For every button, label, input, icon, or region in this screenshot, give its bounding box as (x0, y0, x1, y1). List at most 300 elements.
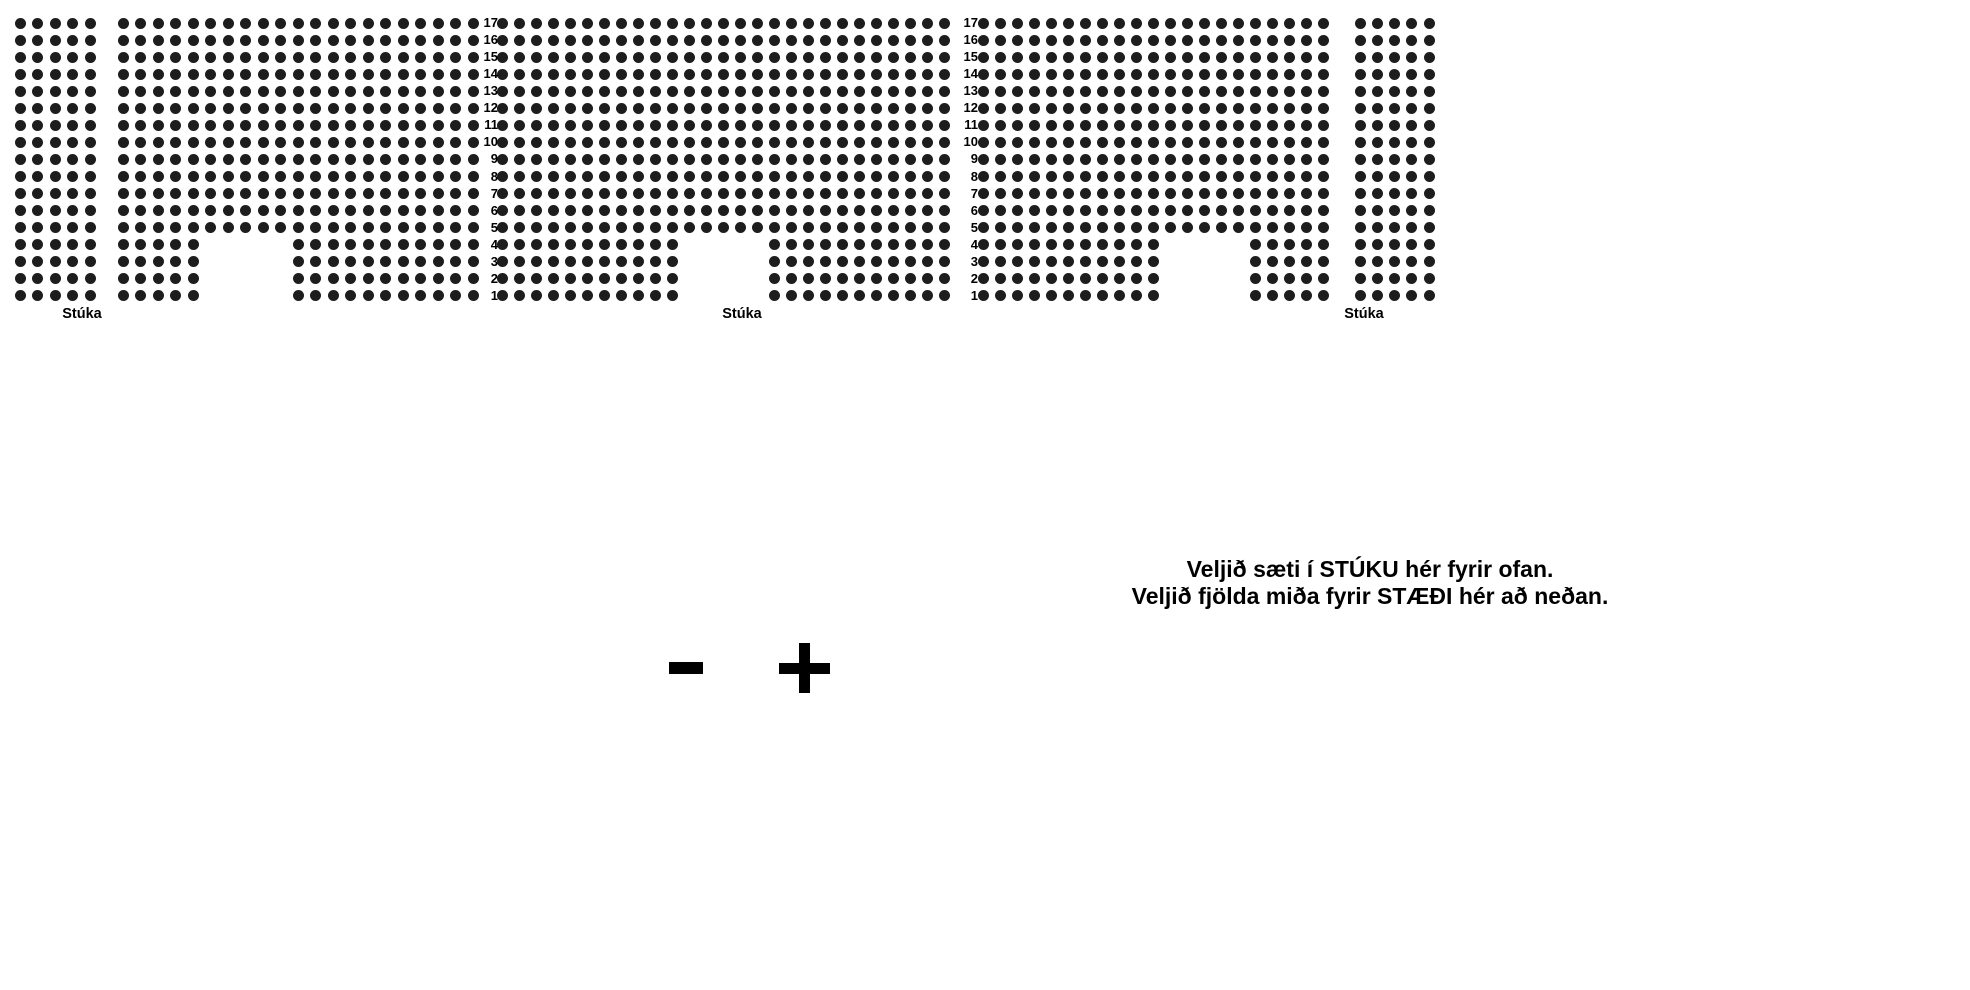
seat-dot[interactable] (328, 86, 339, 97)
seat-dot[interactable] (50, 18, 61, 29)
seat-dot[interactable] (548, 239, 559, 250)
seat-dot[interactable] (135, 137, 146, 148)
seat-dot[interactable] (633, 171, 644, 182)
seat-dot[interactable] (803, 222, 814, 233)
seat-dot[interactable] (1080, 154, 1091, 165)
seat-dot[interactable] (275, 171, 286, 182)
seat-dot[interactable] (1372, 120, 1383, 131)
seat-dot[interactable] (718, 188, 729, 199)
seat-dot[interactable] (433, 188, 444, 199)
seat-dot[interactable] (752, 35, 763, 46)
seat-dot[interactable] (684, 171, 695, 182)
seat-dot[interactable] (328, 69, 339, 80)
seat-dot[interactable] (939, 290, 950, 301)
seat-dot[interactable] (1097, 205, 1108, 216)
seat-dot[interactable] (1355, 256, 1366, 267)
seat-dot[interactable] (995, 239, 1006, 250)
seat-dot[interactable] (667, 35, 678, 46)
seat-dot[interactable] (363, 120, 374, 131)
seat-dot[interactable] (1046, 239, 1057, 250)
seat-dot[interactable] (1267, 239, 1278, 250)
seat-dot[interactable] (170, 222, 181, 233)
seat-dot[interactable] (497, 222, 508, 233)
seat-dot[interactable] (1080, 120, 1091, 131)
seat-dot[interactable] (1250, 120, 1261, 131)
seat-dot[interactable] (684, 137, 695, 148)
seat-dot[interactable] (363, 86, 374, 97)
seat-dot[interactable] (328, 120, 339, 131)
seat-dot[interactable] (565, 222, 576, 233)
seat-dot[interactable] (293, 137, 304, 148)
seat-dot[interactable] (293, 188, 304, 199)
seat-dot[interactable] (854, 171, 865, 182)
seat-dot[interactable] (275, 35, 286, 46)
seat-dot[interactable] (803, 154, 814, 165)
seat-dot[interactable] (1424, 18, 1435, 29)
seat-dot[interactable] (1114, 18, 1125, 29)
seat-dot[interactable] (1267, 52, 1278, 63)
seat-dot[interactable] (1131, 103, 1142, 114)
seat-dot[interactable] (1199, 188, 1210, 199)
seat-dot[interactable] (1080, 52, 1091, 63)
seat-dot[interactable] (258, 86, 269, 97)
seat-dot[interactable] (978, 52, 989, 63)
seat-dot[interactable] (310, 52, 321, 63)
seat-dot[interactable] (633, 18, 644, 29)
seat-dot[interactable] (398, 35, 409, 46)
seat-dot[interactable] (1063, 171, 1074, 182)
seat-dot[interactable] (240, 18, 251, 29)
seat-dot[interactable] (633, 273, 644, 284)
seat-dot[interactable] (514, 52, 525, 63)
seat-dot[interactable] (50, 69, 61, 80)
seat-dot[interactable] (1097, 273, 1108, 284)
seat-dot[interactable] (310, 86, 321, 97)
seat-dot[interactable] (871, 86, 882, 97)
seat-dot[interactable] (1301, 171, 1312, 182)
seat-dot[interactable] (1063, 188, 1074, 199)
seat-dot[interactable] (735, 222, 746, 233)
seat-dot[interactable] (1148, 35, 1159, 46)
seat-dot[interactable] (939, 120, 950, 131)
seat-dot[interactable] (363, 154, 374, 165)
seat-dot[interactable] (582, 205, 593, 216)
seat-dot[interactable] (275, 154, 286, 165)
seat-dot[interactable] (531, 137, 542, 148)
seat-dot[interactable] (1389, 239, 1400, 250)
seat-dot[interactable] (995, 86, 1006, 97)
seat-dot[interactable] (450, 86, 461, 97)
seat-dot[interactable] (1284, 171, 1295, 182)
seat-dot[interactable] (398, 86, 409, 97)
seat-dot[interactable] (1131, 205, 1142, 216)
seat-dot[interactable] (118, 222, 129, 233)
seat-dot[interactable] (1131, 52, 1142, 63)
seat-dot[interactable] (599, 154, 610, 165)
seat-dot[interactable] (205, 205, 216, 216)
seat-dot[interactable] (888, 256, 899, 267)
seat-dot[interactable] (599, 52, 610, 63)
seat-dot[interactable] (1301, 120, 1312, 131)
seat-dot[interactable] (582, 137, 593, 148)
seat-dot[interactable] (1114, 239, 1125, 250)
seat-dot[interactable] (735, 103, 746, 114)
seat-dot[interactable] (15, 256, 26, 267)
seat-dot[interactable] (188, 86, 199, 97)
seat-dot[interactable] (1284, 103, 1295, 114)
seat-dot[interactable] (1301, 205, 1312, 216)
seat-dot[interactable] (1148, 205, 1159, 216)
seat-dot[interactable] (85, 256, 96, 267)
seat-dot[interactable] (328, 154, 339, 165)
seat-dot[interactable] (1029, 120, 1040, 131)
seat-dot[interactable] (995, 69, 1006, 80)
seat-dot[interactable] (1029, 273, 1040, 284)
seat-dot[interactable] (922, 35, 933, 46)
seat-dot[interactable] (1424, 205, 1435, 216)
seat-dot[interactable] (135, 222, 146, 233)
seat-dot[interactable] (803, 256, 814, 267)
seat-dot[interactable] (328, 137, 339, 148)
seat-dot[interactable] (1046, 103, 1057, 114)
seat-dot[interactable] (769, 239, 780, 250)
seat-dot[interactable] (820, 222, 831, 233)
seat-dot[interactable] (514, 239, 525, 250)
seat-dot[interactable] (995, 273, 1006, 284)
seat-dot[interactable] (293, 256, 304, 267)
seat-dot[interactable] (1080, 290, 1091, 301)
seat-dot[interactable] (905, 222, 916, 233)
seat-dot[interactable] (1131, 69, 1142, 80)
seat-dot[interactable] (1406, 154, 1417, 165)
seat-dot[interactable] (565, 256, 576, 267)
seat-dot[interactable] (531, 171, 542, 182)
seat-dot[interactable] (565, 137, 576, 148)
seat-dot[interactable] (1267, 273, 1278, 284)
seat-dot[interactable] (1080, 171, 1091, 182)
seat-dot[interactable] (514, 35, 525, 46)
seat-dot[interactable] (1389, 205, 1400, 216)
seat-dot[interactable] (32, 86, 43, 97)
seat-dot[interactable] (1372, 35, 1383, 46)
seat-dot[interactable] (1046, 154, 1057, 165)
seat-dot[interactable] (803, 69, 814, 80)
seat-dot[interactable] (616, 222, 627, 233)
seat-dot[interactable] (565, 18, 576, 29)
seat-dot[interactable] (1131, 154, 1142, 165)
seat-dot[interactable] (380, 86, 391, 97)
seat-dot[interactable] (363, 205, 374, 216)
seat-dot[interactable] (752, 154, 763, 165)
seat-dot[interactable] (1148, 154, 1159, 165)
seat-dot[interactable] (293, 86, 304, 97)
seat-dot[interactable] (854, 120, 865, 131)
seat-dot[interactable] (67, 69, 78, 80)
seat-dot[interactable] (905, 103, 916, 114)
seat-dot[interactable] (582, 273, 593, 284)
seat-dot[interactable] (328, 290, 339, 301)
seat-dot[interactable] (345, 137, 356, 148)
seat-dot[interactable] (1216, 120, 1227, 131)
seat-dot[interactable] (497, 256, 508, 267)
seat-dot[interactable] (1267, 137, 1278, 148)
seat-dot[interactable] (205, 52, 216, 63)
seat-dot[interactable] (32, 239, 43, 250)
seat-dot[interactable] (1233, 35, 1244, 46)
seat-dot[interactable] (871, 205, 882, 216)
seat-dot[interactable] (1097, 103, 1108, 114)
seat-dot[interactable] (415, 103, 426, 114)
seat-dot[interactable] (978, 171, 989, 182)
seat-dot[interactable] (752, 120, 763, 131)
seat-dot[interactable] (1046, 137, 1057, 148)
seat-dot[interactable] (650, 154, 661, 165)
seat-dot[interactable] (1406, 222, 1417, 233)
seat-dot[interactable] (32, 222, 43, 233)
seat-dot[interactable] (153, 35, 164, 46)
seat-dot[interactable] (978, 256, 989, 267)
seat-dot[interactable] (1250, 154, 1261, 165)
seat-dot[interactable] (258, 103, 269, 114)
seat-dot[interactable] (170, 52, 181, 63)
seat-dot[interactable] (1284, 18, 1295, 29)
seat-dot[interactable] (363, 222, 374, 233)
seat-dot[interactable] (769, 103, 780, 114)
seat-dot[interactable] (1318, 205, 1329, 216)
seat-dot[interactable] (50, 137, 61, 148)
seat-dot[interactable] (497, 273, 508, 284)
seat-dot[interactable] (1131, 222, 1142, 233)
seat-dot[interactable] (205, 137, 216, 148)
seat-dot[interactable] (258, 18, 269, 29)
seat-dot[interactable] (854, 290, 865, 301)
seat-dot[interactable] (1267, 205, 1278, 216)
seat-dot[interactable] (188, 137, 199, 148)
seat-dot[interactable] (1233, 205, 1244, 216)
seat-dot[interactable] (1029, 18, 1040, 29)
seat-dot[interactable] (633, 35, 644, 46)
seat-dot[interactable] (433, 86, 444, 97)
seat-dot[interactable] (1424, 256, 1435, 267)
seat-dot[interactable] (85, 86, 96, 97)
seat-dot[interactable] (85, 137, 96, 148)
seat-dot[interactable] (1148, 239, 1159, 250)
seat-dot[interactable] (1012, 103, 1023, 114)
seat-dot[interactable] (1148, 256, 1159, 267)
seat-dot[interactable] (310, 239, 321, 250)
seat-dot[interactable] (398, 52, 409, 63)
seat-dot[interactable] (1355, 188, 1366, 199)
seat-dot[interactable] (995, 222, 1006, 233)
seat-dot[interactable] (1424, 120, 1435, 131)
seat-dot[interactable] (803, 171, 814, 182)
seat-dot[interactable] (67, 188, 78, 199)
seat-dot[interactable] (240, 69, 251, 80)
seat-dot[interactable] (1097, 256, 1108, 267)
seat-dot[interactable] (380, 188, 391, 199)
seat-dot[interactable] (854, 239, 865, 250)
seat-dot[interactable] (497, 35, 508, 46)
seat-dot[interactable] (531, 205, 542, 216)
seat-dot[interactable] (616, 18, 627, 29)
seat-dot[interactable] (752, 222, 763, 233)
seat-dot[interactable] (205, 69, 216, 80)
seat-dot[interactable] (837, 137, 848, 148)
seat-dot[interactable] (667, 188, 678, 199)
seat-dot[interactable] (450, 205, 461, 216)
seat-dot[interactable] (153, 205, 164, 216)
seat-dot[interactable] (820, 137, 831, 148)
seat-dot[interactable] (50, 222, 61, 233)
seat-dot[interactable] (1165, 69, 1176, 80)
seat-dot[interactable] (240, 205, 251, 216)
seat-dot[interactable] (188, 205, 199, 216)
seat-dot[interactable] (905, 137, 916, 148)
seat-dot[interactable] (565, 120, 576, 131)
seat-dot[interactable] (188, 18, 199, 29)
seat-dot[interactable] (922, 154, 933, 165)
seat-dot[interactable] (345, 154, 356, 165)
seat-dot[interactable] (1114, 52, 1125, 63)
seat-dot[interactable] (310, 273, 321, 284)
seat-dot[interactable] (939, 35, 950, 46)
seat-dot[interactable] (1355, 35, 1366, 46)
seat-dot[interactable] (1080, 103, 1091, 114)
seat-dot[interactable] (1216, 69, 1227, 80)
seat-dot[interactable] (735, 18, 746, 29)
seat-dot[interactable] (398, 273, 409, 284)
seat-dot[interactable] (1318, 256, 1329, 267)
seat-dot[interactable] (888, 188, 899, 199)
seat-dot[interactable] (275, 188, 286, 199)
seat-dot[interactable] (135, 120, 146, 131)
seat-dot[interactable] (223, 52, 234, 63)
seat-dot[interactable] (328, 18, 339, 29)
seat-dot[interactable] (1046, 86, 1057, 97)
seat-dot[interactable] (803, 35, 814, 46)
seat-dot[interactable] (67, 103, 78, 114)
seat-dot[interactable] (548, 86, 559, 97)
seat-dot[interactable] (153, 18, 164, 29)
seat-dot[interactable] (616, 69, 627, 80)
seat-dot[interactable] (50, 171, 61, 182)
seat-dot[interactable] (565, 273, 576, 284)
seat-dot[interactable] (1355, 137, 1366, 148)
seat-dot[interactable] (650, 69, 661, 80)
seat-dot[interactable] (514, 171, 525, 182)
seat-dot[interactable] (32, 256, 43, 267)
seat-dot[interactable] (837, 256, 848, 267)
seat-dot[interactable] (650, 273, 661, 284)
seat-dot[interactable] (769, 120, 780, 131)
seat-dot[interactable] (871, 18, 882, 29)
seat-dot[interactable] (871, 290, 882, 301)
seat-dot[interactable] (1355, 52, 1366, 63)
seat-dot[interactable] (1148, 52, 1159, 63)
seat-dot[interactable] (650, 205, 661, 216)
seat-dot[interactable] (769, 86, 780, 97)
seat-dot[interactable] (1063, 69, 1074, 80)
seat-dot[interactable] (514, 69, 525, 80)
seat-dot[interactable] (223, 18, 234, 29)
seat-dot[interactable] (1114, 273, 1125, 284)
seat-dot[interactable] (1216, 35, 1227, 46)
seat-dot[interactable] (978, 120, 989, 131)
seat-dot[interactable] (837, 120, 848, 131)
seat-dot[interactable] (616, 154, 627, 165)
seat-dot[interactable] (837, 188, 848, 199)
seat-dot[interactable] (118, 205, 129, 216)
seat-dot[interactable] (905, 120, 916, 131)
seat-dot[interactable] (50, 86, 61, 97)
seat-dot[interactable] (1284, 154, 1295, 165)
seat-dot[interactable] (667, 18, 678, 29)
seat-dot[interactable] (667, 154, 678, 165)
seat-dot[interactable] (170, 69, 181, 80)
seat-dot[interactable] (497, 171, 508, 182)
seat-dot[interactable] (1355, 120, 1366, 131)
seat-dot[interactable] (153, 103, 164, 114)
seat-dot[interactable] (205, 35, 216, 46)
seat-dot[interactable] (345, 52, 356, 63)
seat-dot[interactable] (32, 290, 43, 301)
seat-dot[interactable] (50, 103, 61, 114)
seat-dot[interactable] (1029, 290, 1040, 301)
seat-dot[interactable] (1199, 18, 1210, 29)
seat-dot[interactable] (32, 52, 43, 63)
seat-dot[interactable] (1389, 86, 1400, 97)
seat-dot[interactable] (599, 35, 610, 46)
seat-dot[interactable] (1301, 18, 1312, 29)
seat-dot[interactable] (258, 137, 269, 148)
seat-dot[interactable] (837, 52, 848, 63)
seat-dot[interactable] (1355, 86, 1366, 97)
seat-dot[interactable] (1424, 52, 1435, 63)
seat-dot[interactable] (363, 137, 374, 148)
seat-dot[interactable] (1355, 205, 1366, 216)
seat-dot[interactable] (905, 239, 916, 250)
seat-dot[interactable] (995, 35, 1006, 46)
seat-dot[interactable] (684, 52, 695, 63)
seat-dot[interactable] (450, 137, 461, 148)
seat-dot[interactable] (735, 35, 746, 46)
seat-dot[interactable] (995, 52, 1006, 63)
seat-dot[interactable] (854, 35, 865, 46)
seat-dot[interactable] (223, 120, 234, 131)
seat-dot[interactable] (922, 188, 933, 199)
seat-dot[interactable] (978, 103, 989, 114)
seat-dot[interactable] (871, 171, 882, 182)
seat-dot[interactable] (531, 273, 542, 284)
seat-dot[interactable] (1233, 52, 1244, 63)
seat-dot[interactable] (118, 120, 129, 131)
seat-dot[interactable] (1114, 205, 1125, 216)
seat-dot[interactable] (1012, 290, 1023, 301)
seat-dot[interactable] (667, 239, 678, 250)
seat-dot[interactable] (1424, 69, 1435, 80)
seat-dot[interactable] (1131, 35, 1142, 46)
seat-dot[interactable] (1250, 171, 1261, 182)
seat-dot[interactable] (1063, 273, 1074, 284)
seat-dot[interactable] (1301, 188, 1312, 199)
seat-dot[interactable] (565, 188, 576, 199)
seat-dot[interactable] (1063, 154, 1074, 165)
seat-dot[interactable] (939, 52, 950, 63)
seat-dot[interactable] (135, 35, 146, 46)
seat-dot[interactable] (1029, 154, 1040, 165)
seat-dot[interactable] (531, 103, 542, 114)
seat-dot[interactable] (1080, 69, 1091, 80)
